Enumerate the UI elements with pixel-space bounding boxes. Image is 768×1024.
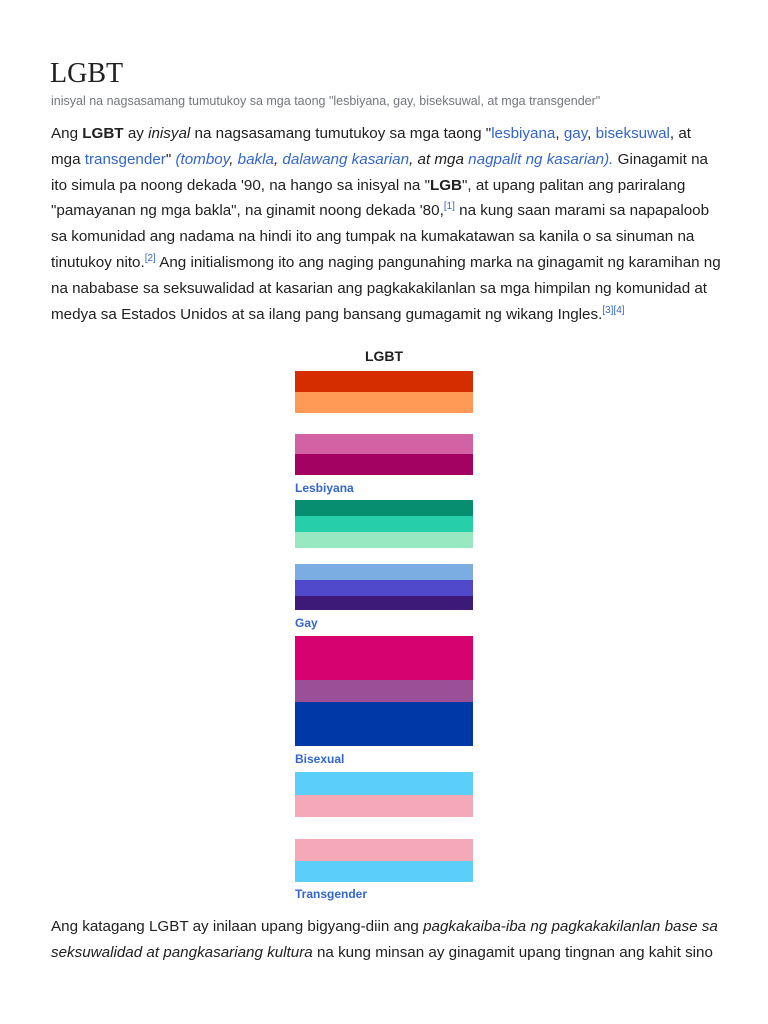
paren-close: ). <box>604 150 614 168</box>
link-bakla[interactable]: bakla <box>237 150 274 168</box>
flag-caption-bisexual[interactable]: Bisexual <box>295 752 345 766</box>
text: na nagsasamang tumutukoy sa mga taong " <box>190 125 492 142</box>
flag-stripe <box>295 454 473 475</box>
link-biseksuwal[interactable]: biseksuwal <box>595 125 670 142</box>
text: na kung saan marami sa napapaloob sa komunidad ang nadama na hindi ito ang tumpak na kumakatawan sa kanila o sa sinuman na tinutukoy nito. <box>51 202 710 271</box>
figure-title: LGBT <box>364 348 404 364</box>
flag-stripe <box>295 580 473 596</box>
emphasis-italic: pagkakaiba-iba ng pagkakakilanlan base sa seksuwalidad at pangkasariang kultura <box>51 918 718 961</box>
intro-paragraph <box>51 121 723 327</box>
flag-stripe <box>295 371 473 392</box>
flag-stripe <box>295 434 473 454</box>
link-transgender[interactable]: transgender <box>84 150 166 168</box>
text: Ang <box>51 125 83 142</box>
inisyal-italic: inisyal <box>148 125 191 142</box>
text: Ang katagang LGBT ay inilaan upang bigyang-diin ang <box>51 918 424 935</box>
text: , <box>273 150 283 168</box>
paren-open: ( <box>175 150 181 168</box>
flag-stripe <box>295 839 473 861</box>
flag-stripe <box>295 532 473 548</box>
flag-stripe <box>295 564 473 580</box>
flag-stripe <box>295 516 473 532</box>
reference-link[interactable]: [3] <box>602 304 614 316</box>
flag-stripe <box>295 772 473 795</box>
link-tomboy[interactable]: tomboy <box>180 150 230 168</box>
text: , <box>555 125 564 142</box>
lgb-bold: LGB <box>429 176 463 194</box>
text: , at mga <box>51 125 692 168</box>
flag-stripe <box>295 392 473 413</box>
second-paragraph <box>51 914 723 966</box>
lgbt-bold: LGBT <box>82 125 124 142</box>
reference-link[interactable]: [4] <box>613 304 625 316</box>
text: , at mga <box>409 150 469 168</box>
reference-link[interactable]: [2] <box>144 252 156 264</box>
flag-stripe <box>295 413 473 434</box>
page-subtitle: inisyal na nagsasamang tumutukoy sa mga taong "lesbiyana, gay, biseksuwal, at mga transgender" <box>51 94 601 108</box>
text: , <box>229 150 238 168</box>
flag-caption-lesbiyana[interactable]: Lesbiyana <box>295 481 354 495</box>
flag-caption-gay[interactable]: Gay <box>295 616 318 630</box>
text: na kung minsan ay ginagamit upang tingnan ang kahit sino <box>312 943 713 961</box>
flag-stripe <box>295 817 473 839</box>
flag-stripe <box>295 500 473 516</box>
flag-stripe <box>295 702 473 746</box>
text: Ginagamit na ito simula pa noong dekada '90, na hango sa inisyal na " <box>51 150 708 194</box>
link-dalawang-kasarian[interactable]: dalawang kasarian <box>282 150 410 168</box>
link-nagpalit-ng-kasarian[interactable]: nagpalit ng kasarian <box>468 150 605 168</box>
reference-link[interactable]: [1] <box>443 201 455 213</box>
synonyms-italic <box>175 151 613 168</box>
link-lesbiyana[interactable]: lesbiyana <box>491 125 556 142</box>
text: ", at upang palitan ang pariralang "pamayanan ng mga bakla", na ginamit noong dekada '80, <box>51 176 686 220</box>
reference-2[interactable] <box>145 253 156 264</box>
flag-stripe <box>295 795 473 817</box>
flag-stripe <box>295 548 473 564</box>
reference-1[interactable] <box>444 201 455 212</box>
link-gay[interactable]: gay <box>563 125 588 142</box>
text: Ang initialismong ito ang naging pangunahing marka na ginagamit ng karamihan ng na nababase sa seksuwalidad at kasarian ang pagkakakilanlan sa mga himpilan ng komunidad at medya sa Estados Unidos at sa ilang pang bansang gumagamit ng wikang Ingles. <box>51 253 721 323</box>
flag-stripe <box>295 596 473 610</box>
flag-caption-transgender[interactable]: Transgender <box>295 887 368 901</box>
flag-stripe <box>295 861 473 882</box>
text: " <box>165 150 176 168</box>
text: ay <box>123 125 149 142</box>
flag-stripe <box>295 636 473 680</box>
reference-3-4 <box>602 305 624 316</box>
page-title: LGBT <box>50 58 124 89</box>
text: , <box>587 125 596 142</box>
flag-stripe <box>295 680 473 702</box>
